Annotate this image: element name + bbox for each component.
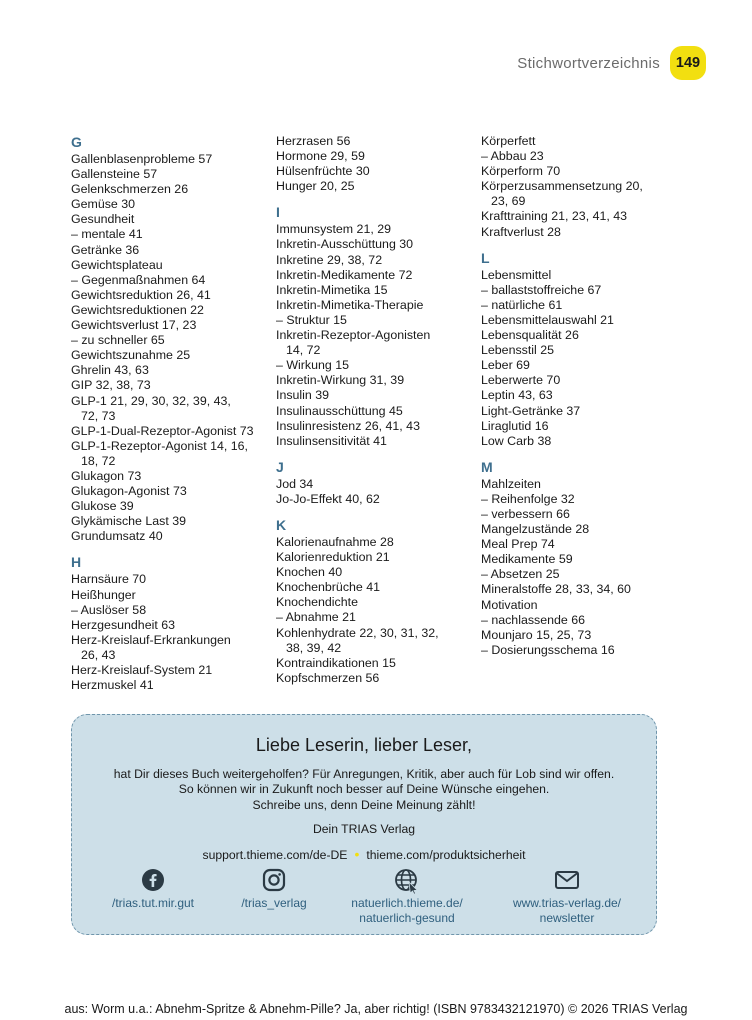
instagram-label: /trias_verlag xyxy=(241,896,307,910)
index-entry: Glukagon 73 xyxy=(71,468,142,483)
globe-icon xyxy=(332,868,482,896)
index-entry: – zu schneller 65 xyxy=(71,333,165,348)
index-section xyxy=(71,134,271,544)
index-entry: GLP-1-Dual-Rezeptor-Agonist 73 xyxy=(71,423,254,438)
index-entry: Insulinsensitivität 41 xyxy=(276,433,387,448)
index-entry: Hunger 20, 25 xyxy=(276,179,355,194)
newsletter-label-2: newsletter xyxy=(539,911,595,925)
index-entry: Getränke 36 xyxy=(71,242,140,257)
index-entry: Kalorienreduktion 21 xyxy=(276,550,390,565)
index-entry: Harnsäure 70 xyxy=(71,572,147,587)
index-entry: Gewichtsplateau xyxy=(71,257,163,272)
index-entry: 38, 39, 42 xyxy=(286,640,342,655)
index-entry: Hormone 29, 59 xyxy=(276,149,365,164)
index-entry: Light-Getränke 37 xyxy=(481,403,581,418)
index-entry: Motivation xyxy=(481,597,538,612)
index-entry: Immunsystem 21, 29 xyxy=(276,222,392,237)
index-entry: – Absetzen 25 xyxy=(481,567,560,582)
index-letter-heading: M xyxy=(481,458,493,475)
separator-dot: • xyxy=(354,846,360,862)
index-entry: Gewichtsreduktion 26, 41 xyxy=(71,287,211,302)
index-section xyxy=(276,204,476,448)
index-entry: Knochendichte xyxy=(276,595,358,610)
index-entry: Gewichtsverlust 17, 23 xyxy=(71,318,197,333)
index-entry: Gesundheit xyxy=(71,212,135,227)
notice-links xyxy=(72,846,656,862)
index-entry: Medikamente 59 xyxy=(481,552,573,567)
index-entry: 14, 72 xyxy=(286,343,321,358)
index-entry: Gelenkschmerzen 26 xyxy=(71,182,189,197)
product-safety-link[interactable]: thieme.com/produktsicherheit xyxy=(366,848,526,862)
natuerlich-label-2: natuerlich-gesund xyxy=(359,911,455,925)
index-entry: Glykämische Last 39 xyxy=(71,514,187,529)
page-section-title: Stichwortverzeichnis xyxy=(517,55,660,72)
index-entry: Leptin 43, 63 xyxy=(481,388,553,403)
index-entry: Kopfschmerzen 56 xyxy=(276,670,380,685)
index-entry: Inkretin-Medikamente 72 xyxy=(276,267,413,282)
index-entry: Körperform 70 xyxy=(481,164,561,179)
index-entry: Inkretin-Mimetika 15 xyxy=(276,282,388,297)
copyright-footer: aus: Worm u.a.: Abnehm-Spritze & Abnehm-Pille? Ja, aber richtig! (ISBN 9783432121970) © 2026 TRIAS Verlag xyxy=(64,1002,688,1016)
index-entry: – Abnahme 21 xyxy=(276,610,356,625)
index-entry: Insulin 39 xyxy=(276,388,330,403)
index-entry: GIP 32, 38, 73 xyxy=(71,378,151,393)
notice-signature: Dein TRIAS Verlag xyxy=(312,822,416,836)
index-section xyxy=(481,250,681,449)
index-entry: Gemüse 30 xyxy=(71,197,136,212)
index-section xyxy=(481,459,681,658)
index-section xyxy=(71,554,271,693)
index-section xyxy=(481,134,681,240)
index-column-1 xyxy=(71,134,271,703)
index-letter-heading: K xyxy=(276,516,287,533)
index-entry: Gallenblasenprobleme 57 xyxy=(71,152,213,166)
index-entry: Herz-Kreislauf-Erkrankungen xyxy=(71,632,231,647)
index-letter-heading: L xyxy=(481,249,490,266)
index-entry: Gewichtszunahme 25 xyxy=(71,348,191,363)
notice-text-line-1: hat Dir dieses Buch weitergeholfen? Für Anregungen, Kritik, aber auch für Lob sind wir offen. xyxy=(113,767,615,781)
index-entry: Gallensteine 57 xyxy=(71,167,158,182)
index-entry: Grundumsatz 40 xyxy=(71,529,163,544)
index-entry: Glukagon-Agonist 73 xyxy=(71,484,187,499)
notice-heading: Liebe Leserin, lieber Leser, xyxy=(255,735,473,755)
index-entry: Mahlzeiten xyxy=(481,476,541,491)
index-entry: – mentale 41 xyxy=(71,227,143,242)
index-entry: – verbessern 66 xyxy=(481,506,570,521)
reader-notice-box xyxy=(71,714,657,935)
instagram-icon xyxy=(199,868,349,896)
notice-text-line-2: So können wir in Zukunft noch besser auf Deine Wünsche eingehen. xyxy=(178,782,550,796)
index-entry: Knochen 40 xyxy=(276,565,343,580)
notice-text-line-3: Schreibe uns, denn Deine Meinung zählt! xyxy=(252,798,476,812)
index-entry: Gewichtsreduktionen 22 xyxy=(71,302,204,317)
index-letter-heading: G xyxy=(71,134,82,150)
index-entry: – ballaststoffreiche 67 xyxy=(481,282,602,297)
page-number-badge: 149 xyxy=(670,46,706,80)
index-entry: Liraglutid 16 xyxy=(481,418,549,433)
index-section xyxy=(276,517,476,686)
support-link[interactable]: support.thieme.com/de-DE xyxy=(202,848,348,862)
index-entry: Herzrasen 56 xyxy=(276,134,351,148)
index-entry: Herzmuskel 41 xyxy=(71,678,154,693)
index-column-2 xyxy=(276,134,476,696)
index-entry: Inkretin-Wirkung 31, 39 xyxy=(276,373,405,388)
index-entry: Insulinresistenz 26, 41, 43 xyxy=(276,418,420,433)
index-entry: Körperfett xyxy=(481,134,536,148)
newsletter-link[interactable] xyxy=(492,868,642,926)
index-entry: Insulinausschüttung 45 xyxy=(276,403,403,418)
index-entry: Mounjaro 15, 25, 73 xyxy=(481,627,592,642)
index-entry: Lebensqualität 26 xyxy=(481,328,579,343)
index-entry: – Auslöser 58 xyxy=(71,602,147,617)
index-entry: Mineralstoffe 28, 33, 34, 60 xyxy=(481,582,631,597)
index-entry: – Wirkung 15 xyxy=(276,358,350,373)
index-entry: – Gegenmaßnahmen 64 xyxy=(71,272,206,287)
index-entry: – Reihenfolge 32 xyxy=(481,491,575,506)
index-entry: Herzgesundheit 63 xyxy=(71,617,176,632)
index-entry: Inkretin-Rezeptor-Agonisten xyxy=(276,328,431,343)
index-entry: Inkretin-Mimetika-Therapie xyxy=(276,297,424,312)
index-entry: Lebensmittelauswahl 21 xyxy=(481,312,614,327)
index-entry: Inkretine 29, 38, 72 xyxy=(276,252,383,267)
index-entry: Low Carb 38 xyxy=(481,433,552,448)
index-entry: Jo-Jo-Effekt 40, 62 xyxy=(276,491,380,506)
index-entry: Leberwerte 70 xyxy=(481,373,561,388)
index-entry: Knochenbrüche 41 xyxy=(276,580,381,595)
index-entry: – Dosierungsschema 16 xyxy=(481,642,615,657)
newsletter-label-1: www.trias-verlag.de/ xyxy=(512,896,622,910)
index-entry: Mangelzustände 28 xyxy=(481,522,590,537)
index-entry: GLP-1 21, 29, 30, 32, 39, 43, xyxy=(71,393,231,408)
index-entry: Körperzusammensetzung 20, xyxy=(481,179,643,194)
index-entry: Glukose 39 xyxy=(71,499,134,514)
index-entry: Krafttraining 21, 23, 41, 43 xyxy=(481,209,628,224)
natuerlich-label-1: natuerlich.thieme.de/ xyxy=(351,896,463,910)
index-entry: Kontraindikationen 15 xyxy=(276,655,396,670)
index-letter-heading: J xyxy=(276,458,284,475)
index-entry: Kalorienaufnahme 28 xyxy=(276,534,394,549)
index-entry: Kohlenhydrate 22, 30, 31, 32, xyxy=(276,625,439,640)
index-entry: Leber 69 xyxy=(481,358,530,373)
index-letter-heading: I xyxy=(276,204,280,221)
index-entry: – nachlassende 66 xyxy=(481,612,586,627)
index-section xyxy=(276,459,476,507)
index-entry: 26, 43 xyxy=(81,647,116,662)
instagram-link[interactable] xyxy=(199,868,349,911)
index-entry: Jod 34 xyxy=(276,476,314,491)
index-entry: Kraftverlust 28 xyxy=(481,224,561,239)
index-entry: Hülsenfrüchte 30 xyxy=(276,164,370,179)
natuerlich-link[interactable] xyxy=(332,868,482,926)
index-entry: Heißhunger xyxy=(71,587,136,602)
facebook-label: /trias.tut.mir.gut xyxy=(111,896,195,910)
index-entry: – natürliche 61 xyxy=(481,297,563,312)
index-entry: Ghrelin 43, 63 xyxy=(71,363,149,378)
index-entry: – Struktur 15 xyxy=(276,312,347,327)
index-column-3 xyxy=(481,134,681,668)
index-section xyxy=(276,134,476,194)
index-letter-heading: H xyxy=(71,554,82,571)
index-entry: – Abbau 23 xyxy=(481,149,544,164)
index-entry: Inkretin-Ausschüttung 30 xyxy=(276,237,414,252)
index-entry: Lebensstil 25 xyxy=(481,343,555,358)
index-entry: GLP-1-Rezeptor-Agonist 14, 16, xyxy=(71,438,249,453)
index-entry: 23, 69 xyxy=(491,194,526,209)
mail-icon xyxy=(492,868,642,896)
index-entry: Meal Prep 74 xyxy=(481,537,555,552)
index-entry: Herz-Kreislauf-System 21 xyxy=(71,663,213,677)
index-entry: Lebensmittel xyxy=(481,267,552,282)
index-entry: 18, 72 xyxy=(81,453,116,468)
index-entry: 72, 73 xyxy=(81,408,116,423)
